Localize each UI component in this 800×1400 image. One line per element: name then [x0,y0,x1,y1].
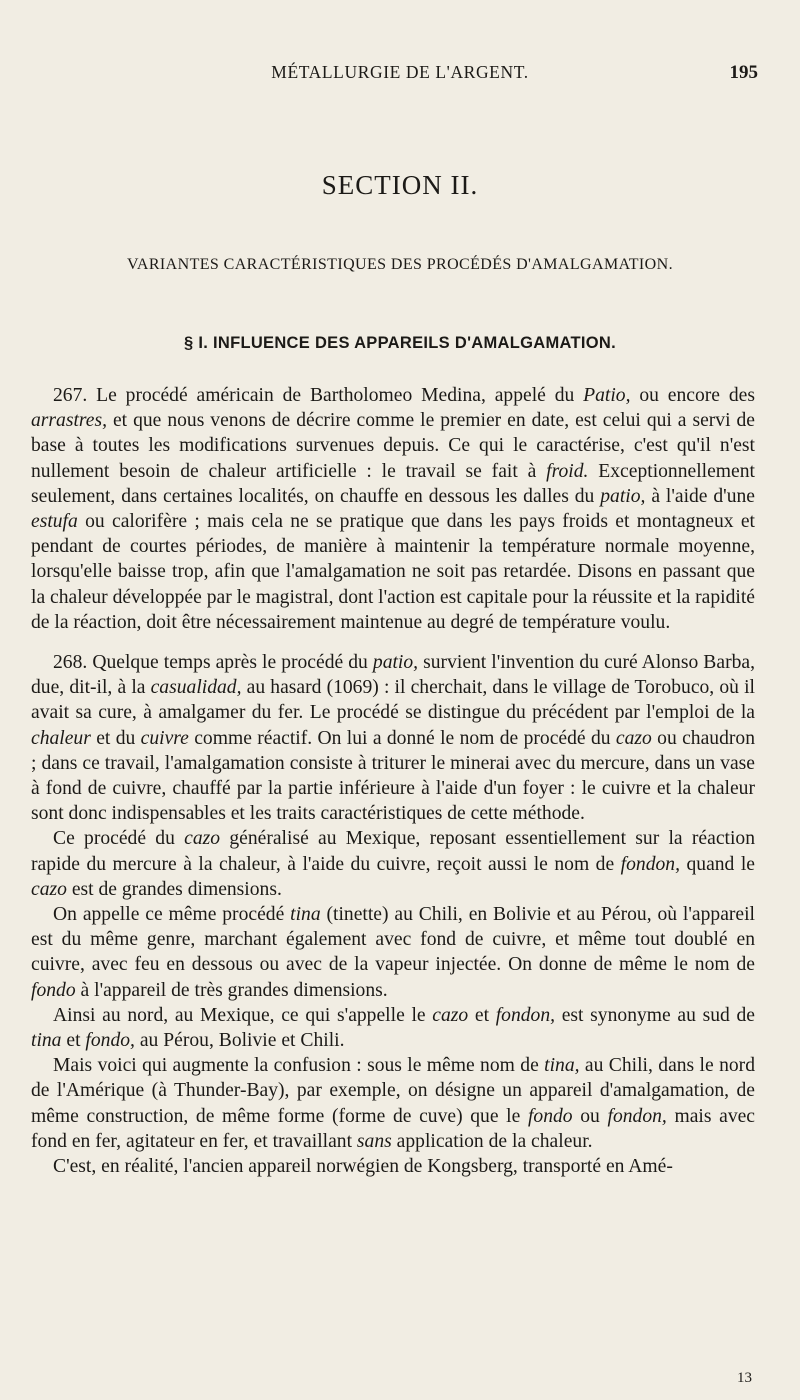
page-number: 195 [729,62,758,83]
italic-term: fondo, [85,1030,135,1052]
text-run: et [61,1030,86,1052]
section-heading: SECTION II. [321,170,479,200]
italic-term: fondon, [607,1105,667,1127]
italic-term: chaleur [31,727,91,749]
text-run: survient l'invention du curé Alonso Barba, due, dit-il, à la [31,652,755,699]
paragraph-cazo [31,826,755,902]
italic-term: cazo [184,828,221,850]
text-run: (tinette) au Chili, en Bolivie et au Pérou, où l'appareil est du même genre, marchant également avec fond de cuivre, et même tout doublé en cuivre, avec feu en dessous ou avec de la vapeur injectée. On donne de même le nom de [31,904,755,976]
text-run: ou encore des [630,385,755,406]
italic-term: tina, [544,1055,580,1077]
text-run: application de la chaleur. [391,1130,593,1152]
text-run: comme réactif. On lui a donné le nom de procédé du [188,727,616,749]
italic-term: cazo [615,727,652,749]
text-run: au hasard (1069) : il cherchait, dans le village de Torobuco, où il avait sa cure, à amalgamer du fer. Le procédé se distingue du précédent par l'emploi de la [31,677,755,724]
italic-term: estufa [31,511,78,533]
section-subtitle: VARIANTES CARACTÉRISTIQUES DES PROCÉDÉS D'AMALGAMATION. [127,256,673,273]
text-run: C'est, en réalité, l'ancien appareil norwégien de Kongsberg, transporté en Amé- [53,1156,673,1178]
italic-term: froid. [546,460,589,482]
text-run: est de grandes dimensions. [66,878,282,900]
italic-term: patio, [372,652,419,674]
italic-term: tina [31,1030,62,1052]
signature-mark: 13 [737,1370,752,1386]
text-run: ou calorifère ; mais cela ne se pratique que dans les pays froids et montagneux et pendant de courtes périodes, de manière à maintenir la température normale moyenne, lorsqu'elle baisse trop, afin que l'amalgamation ne soit pas retardée. Disons en passant que la chaleur développée par le magistral, dont l'action est capitale pour la réussite et la rapidité de la réaction, doit être nécessairement maintenue au degré de température voulu. [31,511,755,633]
text-run: Mais voici qui augmente la confusion : sous le même nom de [53,1055,545,1077]
text-run: Exceptionnellement seulement, dans certaines localités, on chauffe en dessous les dalles du [31,460,755,507]
text-run: généralisé au Mexique, reposant essentiellement sur la réaction rapide du mercure à la chaleur, à l'aide du cuivre, reçoit aussi le nom de [31,828,755,875]
text-run: et [468,1004,496,1026]
paragraph-kongsberg [31,1154,755,1179]
paragraph-confusion [31,1053,755,1154]
text-run: On appelle ce même procédé [53,904,291,926]
text-run: ou chaudron ; dans ce travail, l'amalgamation consiste à triturer le minerai avec du mercure, dans un vase à fond de cuivre, chauffé par la partie inférieure à l'aide d'un foyer : le cuivre et la chaleur sont donc indispensables et les traits caractéristiques de cette méthode. [31,727,755,825]
text-run: quand le [679,853,755,875]
italic-term: arrastres, [31,410,108,432]
subsection-heading: § I. INFLUENCE DES APPAREILS D'AMALGAMATION. [183,334,617,352]
italic-term: Patio, [583,385,631,406]
italic-term: cazo [432,1004,469,1026]
text-run: 268. Quelque temps après le procédé du [53,652,373,674]
text-run: ou [572,1105,608,1127]
italic-term: fondo [31,979,76,1001]
italic-term: patio, [600,485,646,507]
italic-term: tina [290,904,321,926]
body-text [31,383,755,1179]
italic-term: casualidad, [150,677,242,699]
text-run: au Chili, dans le nord de l'Amérique (à Thunder-Bay), par exemple, on désigne un appareil d'amalgamation, de même construction, de même forme (forme de cuve) que le [31,1055,755,1127]
italic-term: cazo [31,878,67,900]
italic-term: fondon, [620,853,680,875]
text-run: Ainsi au nord, au Mexique, ce qui s'appelle le [53,1004,433,1026]
italic-term: fondo [527,1105,573,1127]
text-run: est synonyme au sud de [555,1004,755,1026]
text-run: 267. Le procédé américain de Bartholomeo Medina, appelé du [53,385,584,406]
text-run: à l'appareil de très grandes dimensions. [75,979,388,1001]
text-run: mais avec fond en fer, agitateur en fer, et travaillant [31,1105,756,1152]
paragraph-tina [31,902,755,1003]
paragraph-267 [31,383,755,635]
paragraph-synonyms [31,1003,755,1053]
italic-term: sans [356,1130,392,1152]
text-run: et du [90,727,141,749]
text-run: et que nous venons de décrire comme le premier en date, est celui qui a servi de base à toutes les modifications survenues depuis. Ce qui le caractérise, c'est qu'il n'est nullement besoin de chaleur artificielle : le travail se fait à [31,410,755,482]
paragraph-268 [31,650,755,826]
text-run: à l'aide d'une [645,485,756,507]
running-header-title: MÉTALLURGIE DE L'ARGENT. [271,62,529,82]
italic-term: fondon, [495,1004,556,1026]
italic-term: cuivre [140,727,189,749]
text-run: Ce procédé du [53,828,185,850]
text-run: au Pérou, Bolivie et Chili. [134,1030,345,1052]
running-header [0,58,800,88]
